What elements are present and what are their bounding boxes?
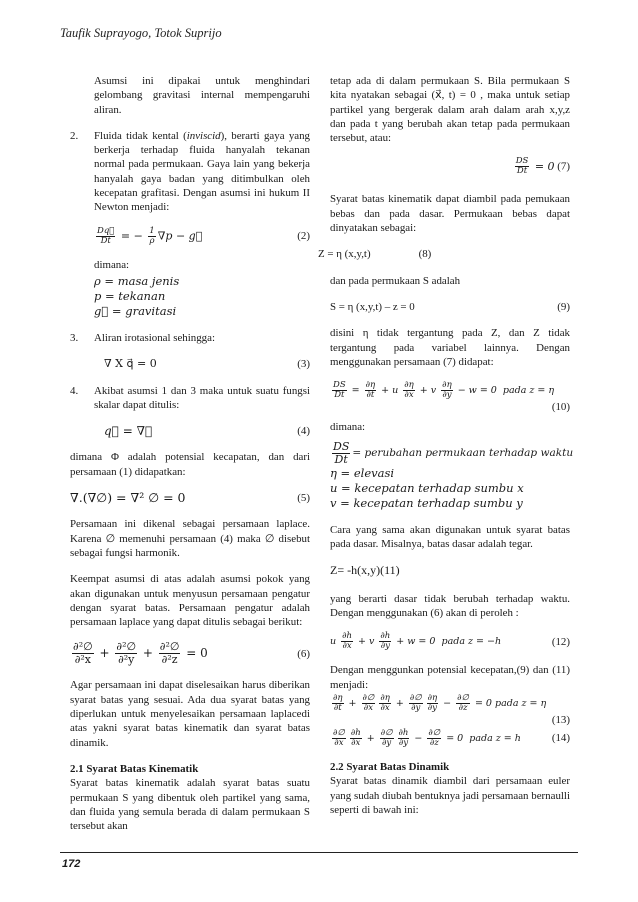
equation-13-tag: (13) <box>551 713 570 726</box>
definitions-label-2: dimana: <box>330 421 366 434</box>
equation-8-formula: Z = η (x,y,t) <box>318 248 371 261</box>
footer-divider <box>60 852 578 853</box>
equation-7-formula: $\frac{DS}{Dt}$ = 0 <box>515 156 555 177</box>
equation-13 <box>330 694 570 727</box>
equation-9-formula: S = η (x,y,t) – z = 0 <box>330 300 415 313</box>
equation-13-formula: $\frac{\partial\eta}{\partial t}$ + $\frac{\partial\emptyset}{\partial x}$ $\frac{\partial\eta}{\partial x}$ + $\frac{\partial\emptyset}{\partial y}$ $\frac{\partial\eta}{\partial y}$ − $\frac{\partial\emptyset}{\partial z}$ = 0 pada z = η <box>333 692 547 713</box>
assumptions-summary-paragraph: Keempat asumsi di atas adalah asumsi pokok yang akan digunakan untuk menyusun persamaan pengatur dengan syarat batas. Persamaan pengatur adalah persamaan laplace yang dapat ditulis sebagai berikut: <box>70 573 310 629</box>
assumption-2: 2. Fluida tidak kental (inviscid), berarti gaya yang berkerja terhadap fluida hanyalah tekanan normal pada permukaan. Gaya lain yang bekerja hanyalah gaya badan yang ditimbulkan oleh kecepatan grafitasi. Dengan asumsi ini hukum II Newton menjadi: <box>70 129 310 214</box>
surface-s-intro: dan pada permukaan S adalah <box>330 274 461 287</box>
equation-6-tag: (6) <box>297 647 310 660</box>
equation-10 <box>330 381 570 414</box>
equation-7 <box>330 157 570 176</box>
equation-12-formula: u $\frac{\partial h}{\partial x}$ + v $\frac{\partial h}{\partial y}$ + w = 0 pada z = −h <box>330 631 502 652</box>
page-number: 172 <box>62 858 81 870</box>
section-2-1-heading: 2.1 Syarat Batas Kinematik <box>70 762 199 775</box>
equation-2-tag: (2) <box>297 230 310 243</box>
definitions-block-1 <box>70 258 310 319</box>
left-column <box>70 74 310 845</box>
equation-3 <box>70 357 310 371</box>
equation-5-formula: ∇.(∇∅) = ∇² ∅ = 0 <box>70 490 186 506</box>
def-u: u = kecepatan terhadap sumbu x <box>330 480 524 495</box>
var-p: p = tekanan <box>94 288 166 303</box>
laplace-paragraph: Persamaan ini dikenal sebagai persamaan laplace. Karena ∅ memenuhi persamaan (4) maka ∅ disebut sebagai fungsi harmonik. <box>70 518 310 559</box>
equation-4 <box>70 424 310 438</box>
assumption-4: 4. Akibat asumsi 1 dan 3 maka untuk suatu fungsi skalar dapat ditulis: <box>70 384 310 411</box>
equation-5 <box>70 491 310 505</box>
def-ds: = perubahan permukaan terhadap waktu <box>352 446 574 459</box>
equation-5-tag: (5) <box>297 492 310 505</box>
section-2-2-heading: 2.2 Syarat Batas Dinamik <box>330 761 450 774</box>
surface-paragraph: tetap ada di dalam permukaan S. Bila permukaan S kita nyatakan sebagai (x⃗, t) = 0 , maka untuk setiap partikel yang bergerak dalam arah dalam arah x,y,z dan pada t yang berubah akan tetap pada permukaan tersebut, atau: <box>330 75 570 145</box>
def-eta: η = elevasi <box>330 465 395 480</box>
equation-12 <box>330 632 570 651</box>
section-2-1-paragraph: Syarat batas kinematik adalah syarat batas suatu permukaan S yang dibentuk oleh partikel yang sama, dan fluida yang semula berada di dalam permukaan S tersebut akan <box>70 777 310 833</box>
list-number: 4. <box>70 384 79 397</box>
right-column <box>318 74 574 829</box>
list-number: 3. <box>70 331 79 344</box>
equation-8 <box>318 247 570 261</box>
def-v: v = kecepatan terhadap sumbu y <box>330 495 523 510</box>
equation-9 <box>330 300 570 314</box>
rigid-bottom-paragraph: yang berarti dasar tidak berubah terhadap waktu. Dengan menggunakan (6) akan di peroleh : <box>330 592 570 619</box>
equation-4-tag: (4) <box>297 425 310 438</box>
equation-10-tag: (10) <box>551 401 570 414</box>
definitions-label: dimana: <box>94 258 130 271</box>
equation-10-formula: $\frac{DS}{Dt}$ = $\frac{\partial\eta}{\partial t}$ + u $\frac{\partial\eta}{\partial x}$ + v $\frac{\partial\eta}{\partial y}$ − w = 0 pada z = η <box>333 380 555 401</box>
equation-11: Z= -h(x,y)(11) <box>330 563 400 578</box>
definitions-block-2: $\frac{DS}{Dt}$ = perubahan permukaan terhadap waktu η = elevasi u = kecepatan terhadap sumbu x v = kecepatan terhadap sumbu y <box>330 439 574 510</box>
var-rho: ρ = masa jenis <box>94 273 180 288</box>
equation-14-tag: (14) <box>551 732 570 745</box>
boundary-conditions-paragraph: Agar persamaan ini dapat diselesaikan harus diberikan syarat batas yang sesuai. Ada dua syarat batas yang diperlukan untuk menyelesaikan persamaan laplacedi atas yakni syarat batas kinematik dan syarat batas dinamik. <box>70 679 310 749</box>
equation-6-formula: $\frac{\text{∂²∅}}{\text{∂²x}}$ + $\frac{\text{∂²∅}}{\text{∂²y}}$ + $\frac{\text{∂²∅}}{\text{∂²z}}$ = 0 <box>73 640 208 667</box>
velocity-potential-paragraph: Dengan menggunkan potensial kecepatan,(9) dan (11) menjadi: <box>330 664 570 691</box>
section-2-2-paragraph: Syarat batas dinamik diambil dari persamaan euler yang sudah diubah bentuknya jadi persamaan bernaulli seperti di bawah ini: <box>330 775 570 817</box>
equation-3-formula: ∇ X q⃗ = 0 <box>104 357 157 371</box>
equation-12-tag: (12) <box>551 635 570 648</box>
phi-paragraph: dimana Φ adalah potensial kecapatan, dan dari persamaan (1) didapatkan: <box>70 451 310 478</box>
list-number: 2. <box>70 129 79 142</box>
equation-6 <box>70 641 310 666</box>
running-header: Taufik Suprayogo, Totok Suprijo <box>60 26 222 40</box>
bottom-boundary-paragraph: Cara yang sama akan digunakan untuk syarat batas pada dasar. Misalnya, batas dasar adalah tegar. <box>330 523 570 551</box>
equation-14-formula: $\frac{\partial\emptyset}{\partial x}$ $\frac{\partial h}{\partial x}$ + $\frac{\partial\emptyset}{\partial y}$ $\frac{\partial h}{\partial y}$ − $\frac{\partial\emptyset}{\partial z}$ = 0 pada z = h <box>333 728 521 749</box>
equation-2-formula: $\frac{Dq⃗}{Dt}$ = − $\frac{1}{\rho}$ ∇p − g⃗ <box>97 225 203 246</box>
equation-3-tag: (3) <box>297 358 310 371</box>
equation-2 <box>70 227 310 246</box>
kinematic-paragraph: Syarat batas kinematik dapat diambil pada pemukaan bebas dan pada dasar. Permukaan bebas dapat dinyatakan sebagai: <box>330 193 570 235</box>
eta-paragraph: disini η tidak tergantung pada Z, dan Z tidak tergantung pada variabel lainnya. Dengan menggunakan persamaan (7) didapat: <box>330 327 570 368</box>
equation-14 <box>330 729 570 748</box>
var-g: g⃗ = gravitasi <box>94 303 177 318</box>
equation-9-tag: (9) <box>557 300 570 313</box>
equation-7-tag: (7) <box>557 160 570 173</box>
assumption-3: 3. Aliran irotasional sehingga: <box>70 331 215 344</box>
assumption-1-continuation: Asumsi ini dipakai untuk menghindari gelombang gravitasi internal mempengaruhi aliran. <box>94 75 310 116</box>
equation-8-tag: (8) <box>418 248 432 261</box>
equation-4-formula: q⃗ = ∇∅ <box>104 424 153 439</box>
